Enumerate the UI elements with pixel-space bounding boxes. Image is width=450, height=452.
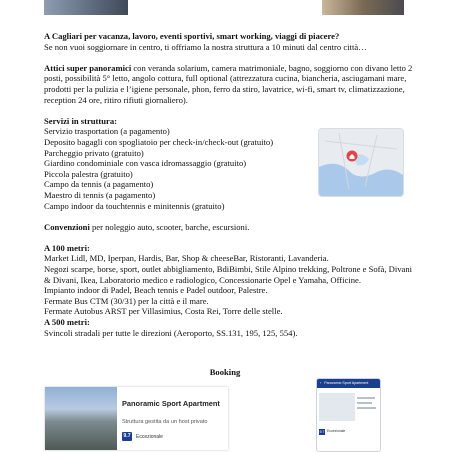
- service-item: Servizio trasportation (a pagamento): [44, 126, 170, 137]
- listing-name: Panoramic Sport Apartment: [122, 399, 220, 408]
- mobile-header-bar: [317, 379, 380, 388]
- mobile-text-line: [357, 407, 376, 409]
- nearby-line: Fermate Bus CTM (30/31) per la città e il mare.: [44, 295, 209, 306]
- nearby-line: Fermate Autobus ARST per Villasimius, Costa Rei, Torre delle stelle.: [44, 306, 283, 317]
- service-item: Campo da tennis (a pagamento): [44, 179, 154, 190]
- mobile-text-line: [357, 397, 375, 399]
- listing-photo: [45, 387, 117, 450]
- nearby-line: Impianto indoor di Padel, Beach tennis e Padel outdoor, Palestre.: [44, 285, 268, 296]
- top-photo-left: [44, 0, 128, 15]
- location-map[interactable]: [318, 128, 404, 197]
- mobile-text-line: [357, 402, 372, 404]
- mobile-score-label: Eccezionale: [327, 429, 346, 433]
- review-score-badge: 9.7: [123, 433, 131, 439]
- intro-text: Se non vuoi soggiornare in centro, ti offriamo la nostra struttura a 10 minuti dal centro città…: [44, 41, 367, 52]
- service-item: Campo indoor da touchtennis e minitennis (gratuito): [44, 200, 225, 211]
- conventions-text: per noleggio auto, scooter, barche, escursioni.: [89, 221, 250, 232]
- nearby-line: Market Lidl, MD, Iperpan, Hardis, Bar, Shop & cheeseBar, Ristoranti, Lavanderia.: [44, 253, 329, 264]
- mobile-map-thumbnail: [319, 393, 355, 421]
- top-photo-right: [322, 0, 404, 15]
- review-score-label: Eccezionale: [136, 434, 163, 440]
- booking-title: Booking: [209, 367, 241, 377]
- service-item: Maestro di tennis (a pagamento): [44, 189, 156, 200]
- attici-paragraph: [44, 63, 414, 105]
- mobile-header-title: Panoramic Sport Apartment: [324, 381, 369, 385]
- nearby-line: Svincoli stradali per tutte le direzioni (Aeroporto, SS.131, 195, 125, 554).: [44, 327, 298, 338]
- service-item: Giardino condominiale con vasca idromassaggio (gratuito): [44, 158, 247, 169]
- map-graphic: [319, 129, 403, 196]
- listing-host-info: Struttura gestita da un host privato: [122, 419, 208, 425]
- services-title: Servizi in struttura:: [44, 115, 118, 126]
- nearby-line: Negozi scarpe, borse, sport, outlet abbigliamento, BdiBimbi, Stile Alpino trekking, Poltrone e Sofà, Divani & Divani, Ikea, Laboratorio medico e radiologico, Concessionarie Opel e Yamaha, Officine.: [44, 264, 413, 285]
- map-pin-icon: [347, 151, 358, 162]
- booking-mobile-screenshot[interactable]: [316, 378, 381, 452]
- service-item: Deposito bagagli con spogliatoio per check-in/check-out (gratuito): [44, 136, 274, 147]
- service-item: Parcheggio privato (gratuito): [44, 147, 144, 158]
- back-arrow-icon: ‹: [320, 381, 322, 385]
- attici-text: con veranda solarium, camera matrimoniale, bagno, soggiorno con divano letto 2 posti, possibilità 5° letto, angolo cottura, full optional (attrezzatura cucina, biancheria, asciugamani mare, prodotti per la pulizia e l’igiene personale, phon, ferro da stiro, lavatrice, wi-fi, smart tv, climatizzazione, reception 24 ore, ritiro rifiuti giornaliero).: [44, 62, 413, 105]
- nearby-500-title: A 500 metri:: [44, 317, 90, 328]
- mobile-score-badge: 9.7: [319, 430, 325, 434]
- attici-lead: Attici super panoramici: [44, 62, 132, 73]
- booking-listing-card[interactable]: [45, 387, 228, 450]
- service-item: Piccola palestra (gratuito): [44, 168, 133, 179]
- nearby-100-title: A 100 metri:: [44, 242, 90, 253]
- intro-heading: A Cagliari per vacanza, lavoro, eventi sportivi, smart working, viaggi di piacere?: [44, 31, 340, 41]
- conventions-paragraph: [44, 222, 414, 233]
- conventions-lead: Convenzioni: [44, 221, 90, 232]
